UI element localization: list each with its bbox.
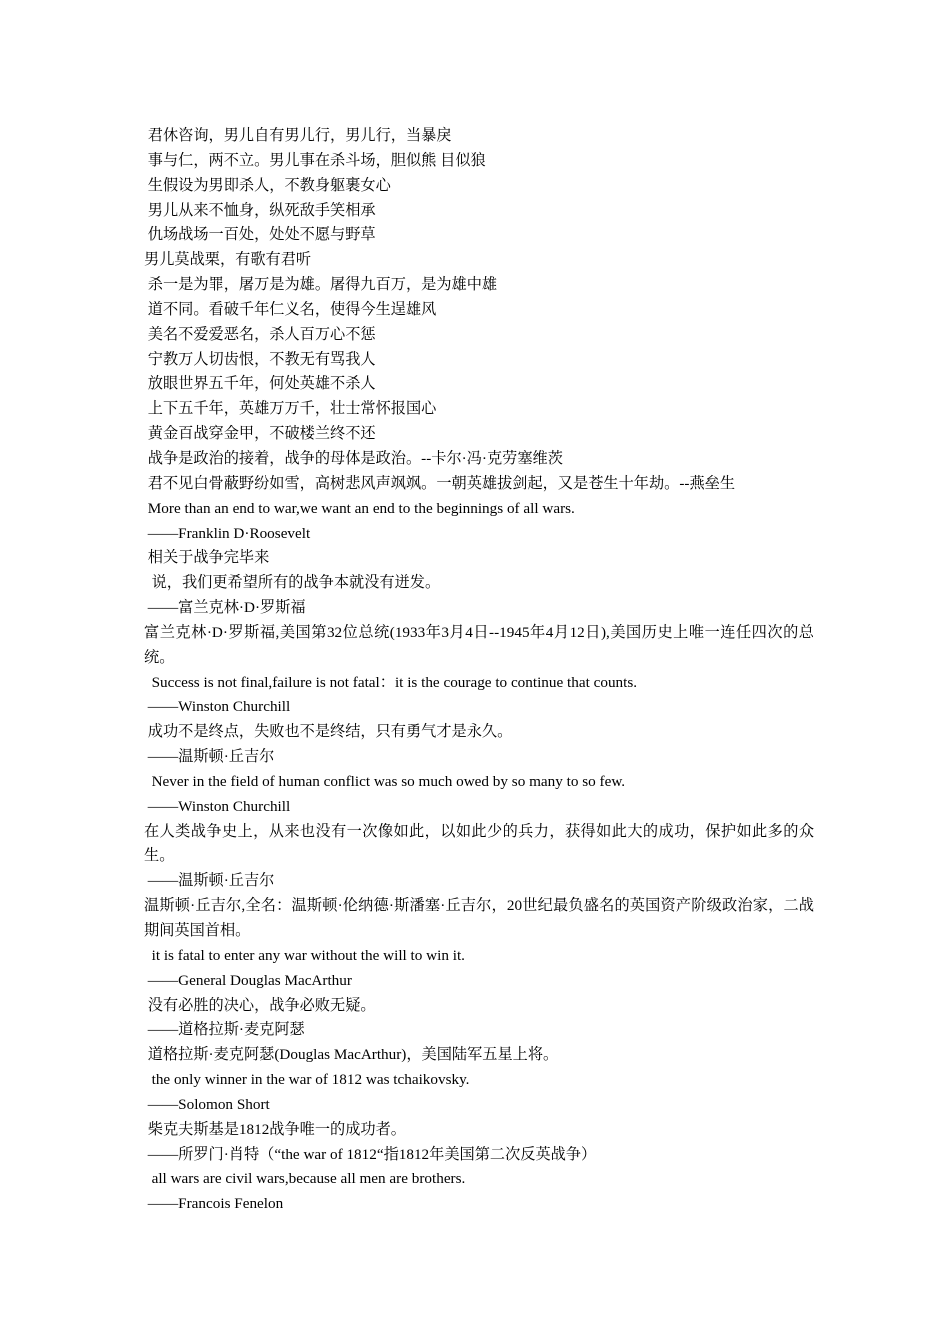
text-line: 道格拉斯·麦克阿瑟(Douglas MacArthur)，美国陆军五星上将。 — [144, 1046, 559, 1064]
text-line: 放眼世界五千年，何处英雄不杀人 — [144, 375, 376, 393]
text-line: 道不同。看破千年仁义名，使得今生逞雄风 — [144, 300, 437, 318]
text-line: 成功不是终点，失败也不是终结，只有勇气才是永久。 — [144, 723, 513, 741]
text-line: 君休咨询，男儿自有男儿行，男儿行，当暴戾 — [144, 127, 452, 144]
text-line: 说，我们更希望所有的战争本就没有迸发。 — [144, 574, 441, 592]
text-line: 宁教万人切齿恨，不教无有骂我人 — [144, 350, 376, 368]
attribution-line: ——Winston Churchill — [144, 698, 291, 716]
text-line: 美名不爱爱恶名，杀人百万心不惩 — [144, 325, 376, 343]
attribution-line: ——温斯顿·丘吉尔 — [144, 872, 275, 890]
attribution-line: ——Francois Fenelon — [144, 1195, 284, 1213]
text-line: 相关于战争完毕来 — [144, 549, 270, 567]
document-body — [144, 124, 814, 1217]
text-line: 男儿从来不恤身，纵死敌手笑相承 — [144, 201, 376, 219]
quote-line: all wars are civil wars,because all men are brothers. — [144, 1170, 466, 1188]
text-line: More than an end to war,we want an end to the beginnings of all wars. — [144, 499, 575, 517]
paragraph-churchill-bio: 温斯顿·丘吉尔,全名：温斯顿·伦纳德·斯潘塞·丘吉尔，20世纪最负盛名的英国资产阶级政治家，二战期间英国首相。 — [144, 897, 814, 939]
text-line: 没有必胜的决心，战争必败无疑。 — [144, 996, 376, 1014]
quote-line: Never in the field of human conflict was so much owed by so many to so few. — [144, 772, 626, 790]
attribution-line: ——富兰克林·D·罗斯福 — [144, 599, 306, 617]
text-line: 生假设为男即杀人，不教身躯裹女心 — [144, 176, 391, 194]
text-line: 杀一是为罪，屠万是为雄。屠得九百万，是为雄中雄 — [144, 276, 498, 294]
text-line: 仇场战场一百处，处处不愿与野草 — [144, 226, 376, 244]
attribution-line: ——Solomon Short — [144, 1095, 270, 1113]
attribution-line: ——道格拉斯·麦克阿瑟 — [144, 1021, 305, 1039]
attribution-line: ——Franklin D·Roosevelt — [144, 524, 311, 542]
attribution-line: ——温斯顿·丘吉尔 — [144, 748, 275, 766]
text-line: 君不见白骨蔽野纷如雪，高树悲风声飒飒。一朝英雄拔剑起，又是苍生十年劫。--燕垒生 — [144, 474, 736, 492]
text-line: 柴克夫斯基是1812战争唯一的成功者。 — [144, 1120, 406, 1138]
text-line: 黄金百战穿金甲，不破楼兰终不还 — [144, 425, 376, 443]
paragraph-churchill-quote: 在人类战争史上，从来也没有一次像如此，以如此少的兵力，获得如此大的成功，保护如此多的众生。 — [144, 822, 814, 865]
attribution-line: ——Winston Churchill — [144, 797, 291, 815]
attribution-line: ——所罗门·肖特（“the war of 1812“指1812年美国第二次反英战争） — [144, 1145, 597, 1163]
quote-line: Success is not final,failure is not fatal：it is the courage to continue that counts. — [144, 673, 638, 691]
text-line: 男儿莫战栗，有歌有君听 — [144, 251, 312, 269]
attribution-line: ——General Douglas MacArthur — [144, 971, 352, 989]
text-line: 战争是政治的接着，战争的母体是政治。--卡尔·冯·克劳塞维茨 — [144, 449, 563, 467]
quote-line: it is fatal to enter any war without the will to win it. — [144, 946, 465, 964]
text-line: 上下五千年，英雄万万千，壮士常怀报国心 — [144, 400, 437, 418]
quote-line: the only winner in the war of 1812 was tchaikovsky. — [144, 1071, 470, 1089]
paragraph-roosevelt-bio: 富兰克林·D·罗斯福,美国第32位总统(1933年3月4日--1945年4月12日),美国历史上唯一连任四次的总统。 — [144, 623, 814, 666]
text-line: 事与仁，两不立。男儿事在杀斗场，胆似熊 目似狼 — [144, 151, 486, 169]
